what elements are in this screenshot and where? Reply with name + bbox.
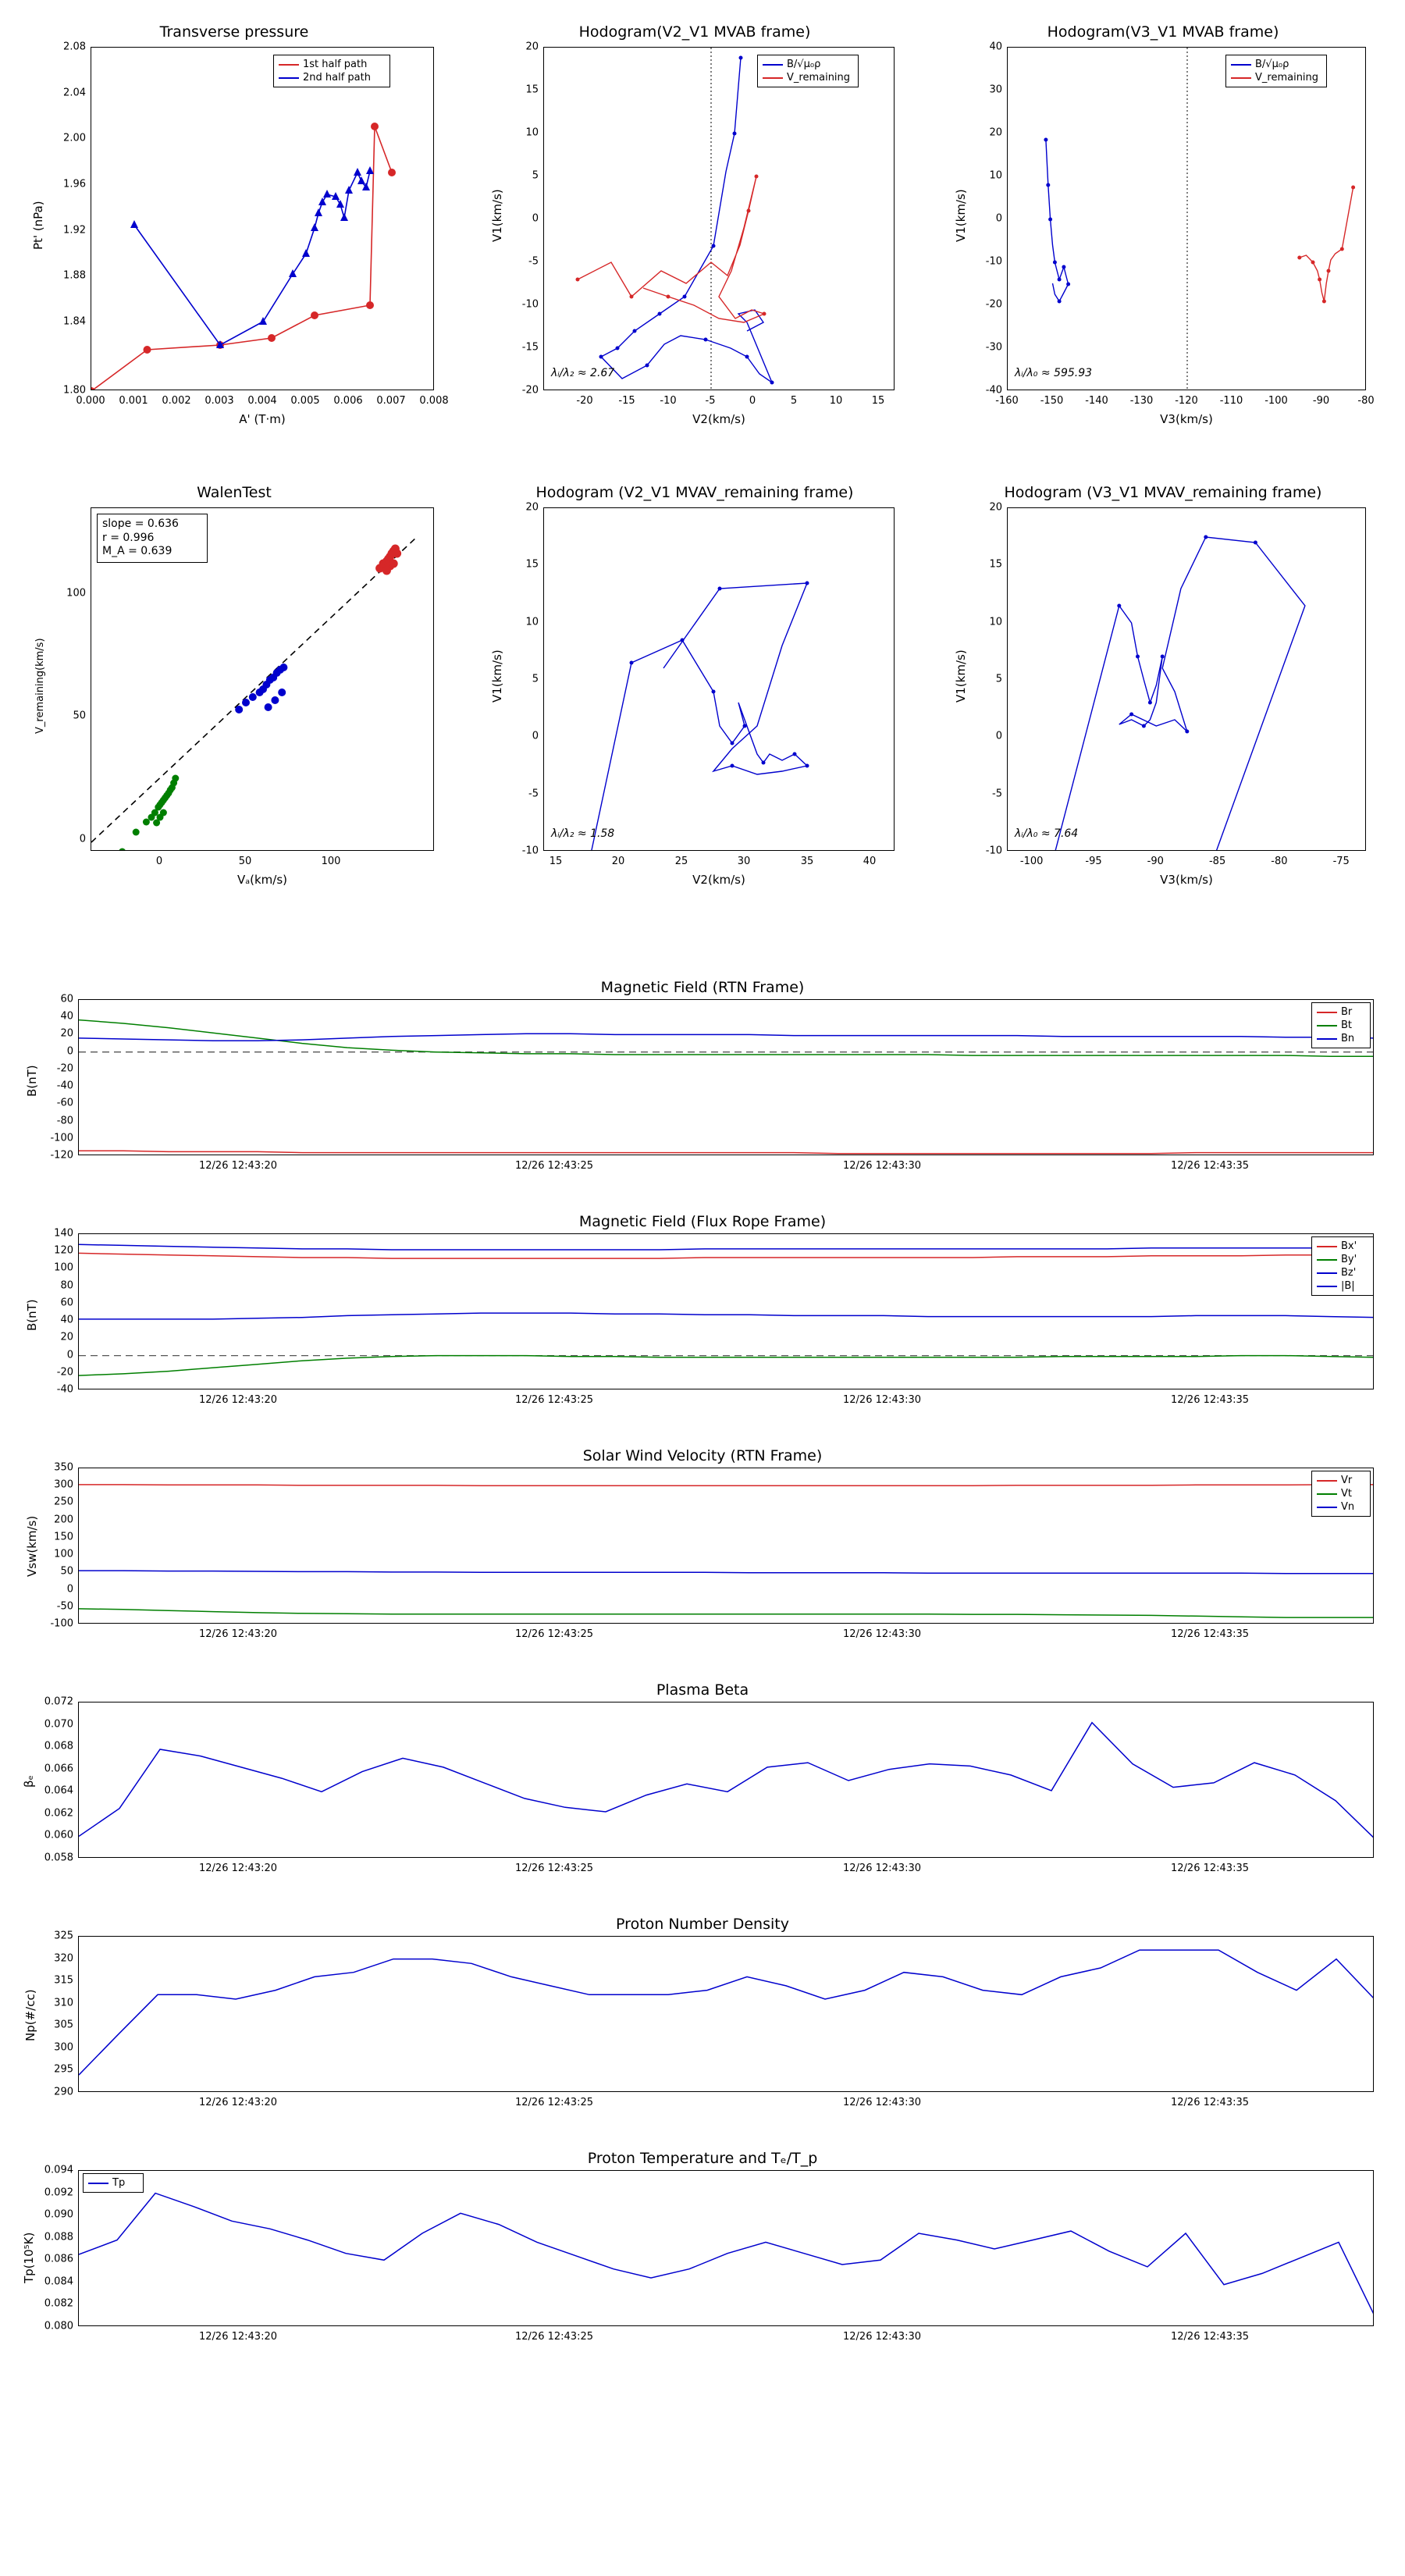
ytick: 100 bbox=[54, 1261, 73, 1274]
legend-swatch-line bbox=[1317, 1038, 1337, 1040]
ytick: -10 bbox=[985, 845, 1002, 857]
ytick: 0.064 bbox=[44, 1784, 73, 1797]
xtick: 12/26 12:43:35 bbox=[1171, 1160, 1249, 1172]
ytick: 10 bbox=[989, 616, 1002, 628]
legend bbox=[273, 55, 390, 87]
legend-item bbox=[763, 71, 853, 84]
plot-area-solar-wind-velocity bbox=[78, 1468, 1374, 1624]
xtick: 12/26 12:43:30 bbox=[843, 1394, 921, 1406]
ytick: -10 bbox=[521, 845, 539, 857]
ytick: -10 bbox=[521, 298, 539, 311]
legend-label: By' bbox=[1341, 1254, 1357, 1265]
plot-svg bbox=[79, 1000, 1374, 1155]
alfven-mach-value: M_A = 0.639 bbox=[102, 545, 173, 557]
legend-item bbox=[763, 58, 853, 71]
ytick: -5 bbox=[992, 788, 1002, 800]
ytick: 40 bbox=[989, 41, 1002, 53]
xtick: -5 bbox=[705, 395, 716, 407]
ytick: 300 bbox=[54, 2041, 73, 2054]
ytick: 350 bbox=[54, 1461, 73, 1474]
plot-area-hodogram-v2v1-mvab bbox=[543, 47, 895, 390]
xtick: 12/26 12:43:25 bbox=[515, 1863, 593, 1874]
plot-area-proton-temperature bbox=[78, 2170, 1374, 2326]
ytick: 5 bbox=[995, 673, 1002, 685]
xtick: 0.003 bbox=[205, 395, 234, 407]
panel-transverse-pressure bbox=[16, 16, 453, 437]
ytick: 200 bbox=[54, 1514, 73, 1526]
xtick: -110 bbox=[1219, 395, 1243, 407]
xtick: 12/26 12:43:25 bbox=[515, 2097, 593, 2108]
ytick: 0.060 bbox=[44, 1829, 73, 1841]
legend bbox=[1311, 1471, 1371, 1517]
ytick: 0.072 bbox=[44, 1695, 73, 1708]
panel-title: Plasma Beta bbox=[656, 1681, 749, 1699]
ytick: 0.090 bbox=[44, 2208, 73, 2221]
legend-swatch-line bbox=[279, 77, 299, 79]
y-axis-label: V1(km/s) bbox=[954, 649, 968, 703]
xtick: 15 bbox=[549, 856, 563, 867]
xtick: 0.002 bbox=[162, 395, 191, 407]
ytick: -20 bbox=[985, 298, 1002, 311]
xtick: 12/26 12:43:20 bbox=[199, 1863, 277, 1874]
ytick: 0.084 bbox=[44, 2275, 73, 2288]
ytick: 1.80 bbox=[63, 384, 86, 397]
ytick: 0 bbox=[66, 1583, 73, 1596]
legend bbox=[83, 2173, 144, 2193]
ytick: 60 bbox=[60, 993, 73, 1005]
plot-area-transverse-pressure bbox=[91, 47, 434, 390]
ytick: 0.094 bbox=[44, 2164, 73, 2176]
y-axis-label: V1(km/s) bbox=[490, 189, 504, 242]
ytick: 50 bbox=[60, 1565, 73, 1578]
ytick: 2.04 bbox=[63, 87, 86, 99]
xtick: -90 bbox=[1147, 856, 1164, 867]
panel-title: WalenTest bbox=[197, 484, 272, 501]
ytick: 325 bbox=[54, 1930, 73, 1942]
plot-area-proton-number-density bbox=[78, 1936, 1374, 2092]
plot-svg bbox=[79, 2171, 1374, 2326]
ytick: -40 bbox=[56, 1080, 73, 1092]
legend-item bbox=[1317, 1266, 1368, 1279]
legend-item bbox=[279, 58, 385, 71]
legend-label: |B| bbox=[1341, 1280, 1355, 1292]
x-axis-label: V2(km/s) bbox=[692, 873, 745, 887]
ytick: -60 bbox=[56, 1097, 73, 1109]
xtick: 12/26 12:43:20 bbox=[199, 2097, 277, 2108]
legend-label: Vn bbox=[1341, 1501, 1355, 1513]
legend-label: Vr bbox=[1341, 1475, 1353, 1486]
y-axis-label: V1(km/s) bbox=[954, 189, 968, 242]
xtick: 10 bbox=[829, 395, 843, 407]
ytick: 20 bbox=[60, 1027, 73, 1040]
slope-value: slope = 0.636 bbox=[102, 518, 179, 530]
legend-swatch-line bbox=[88, 2183, 108, 2184]
ytick: 2.00 bbox=[63, 132, 86, 144]
legend-item bbox=[279, 71, 385, 84]
panel-title: Hodogram (V3_V1 MVAV_remaining frame) bbox=[1004, 484, 1322, 501]
ytick: 140 bbox=[54, 1227, 73, 1240]
ytick: 310 bbox=[54, 1997, 73, 2009]
xtick: 12/26 12:43:25 bbox=[515, 2331, 593, 2343]
legend-item bbox=[1317, 1032, 1365, 1045]
y-axis-label: B(nT) bbox=[25, 1299, 39, 1331]
ytick: 15 bbox=[525, 84, 539, 96]
ytick: 315 bbox=[54, 1974, 73, 1987]
y-axis-label: V_remaining(km/s) bbox=[34, 638, 46, 734]
panel-title: Solar Wind Velocity (RTN Frame) bbox=[582, 1447, 823, 1464]
xtick: 40 bbox=[863, 856, 877, 867]
ytick: 0.066 bbox=[44, 1763, 73, 1775]
legend-label: Bt bbox=[1341, 1019, 1353, 1031]
ytick: -20 bbox=[56, 1062, 73, 1075]
ytick: 100 bbox=[54, 1548, 73, 1560]
panel-title: Hodogram (V2_V1 MVAV_remaining frame) bbox=[535, 484, 854, 501]
ytick: 20 bbox=[989, 126, 1002, 139]
ytick: 120 bbox=[54, 1244, 73, 1257]
ytick: 0.062 bbox=[44, 1807, 73, 1820]
plot-svg bbox=[1008, 48, 1366, 390]
x-axis-label: V3(km/s) bbox=[1160, 873, 1213, 887]
panel-magnetic-field-rtn bbox=[16, 976, 1389, 1194]
legend-item bbox=[1317, 1240, 1368, 1253]
ytick: 0.070 bbox=[44, 1718, 73, 1731]
legend-label: 1st half path bbox=[303, 59, 368, 70]
panel-hodogram-v2v1-mvav bbox=[476, 476, 913, 898]
ytick: 0.058 bbox=[44, 1852, 73, 1864]
xtick: 12/26 12:43:30 bbox=[843, 1628, 921, 1640]
xtick: -90 bbox=[1312, 395, 1330, 407]
legend-item bbox=[88, 2176, 138, 2190]
xtick: 0.005 bbox=[290, 395, 320, 407]
legend-label: Bx' bbox=[1341, 1240, 1357, 1252]
legend-label: Vt bbox=[1341, 1488, 1352, 1500]
ytick: 20 bbox=[525, 41, 539, 53]
panel-hodogram-v3v1-mvav bbox=[937, 476, 1389, 898]
ytick: -5 bbox=[528, 255, 539, 268]
legend-swatch-line bbox=[1231, 77, 1251, 79]
xtick: 12/26 12:43:30 bbox=[843, 2331, 921, 2343]
correlation-value: r = 0.996 bbox=[102, 531, 155, 544]
xtick: -20 bbox=[576, 395, 593, 407]
xtick: 0.004 bbox=[247, 395, 277, 407]
legend-swatch-line bbox=[763, 77, 783, 79]
panel-proton-temperature bbox=[16, 2147, 1389, 2365]
x-axis-label: V2(km/s) bbox=[692, 412, 745, 426]
panel-solar-wind-velocity bbox=[16, 1444, 1389, 1663]
legend-swatch-line bbox=[1317, 1246, 1337, 1247]
plot-svg bbox=[79, 1468, 1374, 1624]
ytick: 20 bbox=[989, 501, 1002, 514]
legend bbox=[757, 55, 859, 87]
panel-proton-number-density bbox=[16, 1912, 1389, 2131]
xtick: -160 bbox=[995, 395, 1019, 407]
legend-swatch-line bbox=[279, 64, 299, 66]
legend-item bbox=[1317, 1500, 1365, 1514]
xtick: 12/26 12:43:35 bbox=[1171, 1628, 1249, 1640]
legend-swatch-line bbox=[1317, 1012, 1337, 1013]
ytick: 1.92 bbox=[63, 224, 86, 237]
legend-item bbox=[1317, 1474, 1365, 1487]
xtick: -80 bbox=[1357, 395, 1375, 407]
ytick: 0 bbox=[532, 730, 539, 742]
xtick: 12/26 12:43:20 bbox=[199, 2331, 277, 2343]
panel-hodogram-v3v1-mvab bbox=[937, 16, 1389, 437]
xtick: 12/26 12:43:35 bbox=[1171, 2097, 1249, 2108]
y-axis-label: βₑ bbox=[22, 1775, 36, 1788]
plot-svg bbox=[91, 48, 434, 390]
xtick: -130 bbox=[1129, 395, 1154, 407]
xtick: 12/26 12:43:30 bbox=[843, 2097, 921, 2108]
xtick: 12/26 12:43:35 bbox=[1171, 2331, 1249, 2343]
ytick: 300 bbox=[54, 1478, 73, 1491]
ytick: 10 bbox=[525, 126, 539, 139]
ytick: 20 bbox=[60, 1331, 73, 1343]
xtick: 35 bbox=[800, 856, 814, 867]
xtick: 100 bbox=[321, 856, 341, 867]
ytick: 0 bbox=[995, 730, 1002, 742]
ytick: 0 bbox=[66, 1045, 73, 1058]
panel-walen-test bbox=[16, 476, 453, 898]
xtick: 0.008 bbox=[419, 395, 449, 407]
xtick: -120 bbox=[1175, 395, 1198, 407]
y-axis-label: Pt' (nPa) bbox=[31, 201, 45, 250]
ytick: 150 bbox=[54, 1531, 73, 1543]
plot-svg bbox=[79, 1937, 1374, 2092]
ytick: 15 bbox=[525, 558, 539, 571]
x-axis-label: Vₐ(km/s) bbox=[237, 873, 287, 887]
y-axis-label: B(nT) bbox=[25, 1065, 39, 1097]
ytick: 1.88 bbox=[63, 269, 86, 282]
ytick: 30 bbox=[989, 84, 1002, 96]
ytick: 0.088 bbox=[44, 2231, 73, 2243]
eigenvalue-ratio-annotation: λᵢ/λ₂ ≈ 2.67 bbox=[551, 367, 615, 379]
legend-label: Tp bbox=[112, 2177, 126, 2189]
panel-title: Proton Number Density bbox=[616, 1916, 789, 1933]
y-axis-label: Tp(10⁵K) bbox=[22, 2232, 36, 2283]
legend-label: Bn bbox=[1341, 1033, 1355, 1044]
legend-swatch-line bbox=[1317, 1025, 1337, 1026]
legend-label: B/√μ₀ρ bbox=[1255, 59, 1289, 70]
xtick: 50 bbox=[238, 856, 252, 867]
xtick: 0.001 bbox=[119, 395, 148, 407]
xtick: 0.006 bbox=[333, 395, 363, 407]
legend-swatch-line bbox=[1317, 1272, 1337, 1274]
ytick: -120 bbox=[50, 1149, 73, 1162]
panel-title: Magnetic Field (Flux Rope Frame) bbox=[578, 1213, 827, 1230]
panel-title: Proton Temperature and Tₑ/T_p bbox=[587, 2150, 818, 2167]
legend-swatch-line bbox=[1317, 1259, 1337, 1261]
xtick: 25 bbox=[674, 856, 688, 867]
xtick: -100 bbox=[1264, 395, 1288, 407]
y-axis-label: Vsw(km/s) bbox=[25, 1515, 39, 1577]
ytick: 100 bbox=[66, 587, 86, 600]
ytick: -40 bbox=[56, 1383, 73, 1396]
ytick: -15 bbox=[521, 341, 539, 354]
plot-area-hodogram-v3v1-mvab bbox=[1007, 47, 1366, 390]
x-axis-label: A' (T·m) bbox=[239, 412, 286, 426]
x-axis-label: V3(km/s) bbox=[1160, 412, 1213, 426]
legend bbox=[1225, 55, 1327, 87]
panel-title: Hodogram(V3_V1 MVAB frame) bbox=[1047, 23, 1279, 41]
ytick: 0.082 bbox=[44, 2297, 73, 2310]
ytick: 1.96 bbox=[63, 178, 86, 190]
ytick: -100 bbox=[50, 1617, 73, 1630]
xtick: 12/26 12:43:25 bbox=[515, 1628, 593, 1640]
ytick: 0.086 bbox=[44, 2253, 73, 2265]
plot-svg bbox=[544, 48, 895, 390]
ytick: 5 bbox=[532, 169, 539, 182]
y-axis-label: Np(#/cc) bbox=[23, 1989, 37, 2041]
ytick: 0 bbox=[79, 833, 86, 845]
plot-area-magnetic-field-rtn bbox=[78, 999, 1374, 1155]
legend-label: 2nd half path bbox=[303, 72, 371, 84]
legend bbox=[1311, 1236, 1374, 1296]
legend-swatch-line bbox=[1317, 1493, 1337, 1495]
ytick: 290 bbox=[54, 2086, 73, 2098]
xtick: 20 bbox=[611, 856, 625, 867]
xtick: 12/26 12:43:20 bbox=[199, 1628, 277, 1640]
xtick: -75 bbox=[1332, 856, 1350, 867]
xtick: -10 bbox=[660, 395, 677, 407]
legend-item bbox=[1317, 1005, 1365, 1019]
plot-svg bbox=[79, 1703, 1374, 1858]
panel-hodogram-v2v1-mvab bbox=[476, 16, 913, 437]
xtick: 12/26 12:43:30 bbox=[843, 1160, 921, 1172]
ytick: 320 bbox=[54, 1952, 73, 1965]
ytick: 1.84 bbox=[63, 315, 86, 328]
legend-label: Bz' bbox=[1341, 1267, 1357, 1279]
panel-plasma-beta bbox=[16, 1678, 1389, 1897]
xtick: 12/26 12:43:20 bbox=[199, 1160, 277, 1172]
legend-swatch-line bbox=[1317, 1507, 1337, 1508]
xtick: 0.000 bbox=[76, 395, 105, 407]
plot-area-hodogram-v3v1-mvav bbox=[1007, 507, 1366, 851]
legend-swatch-line bbox=[1317, 1480, 1337, 1482]
ytick: -100 bbox=[50, 1132, 73, 1144]
xtick: -140 bbox=[1085, 395, 1108, 407]
ytick: -80 bbox=[56, 1115, 73, 1127]
ytick: -40 bbox=[985, 384, 1002, 397]
ytick: 50 bbox=[73, 710, 86, 722]
panel-title: Transverse pressure bbox=[159, 23, 309, 41]
plot-svg bbox=[544, 508, 895, 851]
ytick: 5 bbox=[532, 673, 539, 685]
plot-svg bbox=[1008, 508, 1366, 851]
legend-item bbox=[1231, 58, 1321, 71]
ytick: -20 bbox=[521, 384, 539, 397]
legend-item bbox=[1317, 1253, 1368, 1266]
ytick: 0 bbox=[995, 212, 1002, 225]
xtick: 12/26 12:43:35 bbox=[1171, 1863, 1249, 1874]
ytick: 305 bbox=[54, 2019, 73, 2031]
ytick: 295 bbox=[54, 2063, 73, 2076]
walen-stats-box bbox=[97, 514, 208, 563]
legend-label: V_remaining bbox=[1255, 72, 1319, 84]
ytick: 60 bbox=[60, 1297, 73, 1309]
ytick: 10 bbox=[525, 616, 539, 628]
plot-area-plasma-beta bbox=[78, 1702, 1374, 1858]
legend-label: V_remaining bbox=[787, 72, 851, 84]
ytick: -10 bbox=[985, 255, 1002, 268]
ytick: -5 bbox=[528, 788, 539, 800]
legend-item bbox=[1317, 1487, 1365, 1500]
xtick: -95 bbox=[1085, 856, 1102, 867]
plot-area-magnetic-field-fluxrope bbox=[78, 1233, 1374, 1389]
ytick: 0 bbox=[532, 212, 539, 225]
legend-swatch-line bbox=[1231, 64, 1251, 66]
plot-area-hodogram-v2v1-mvav bbox=[543, 507, 895, 851]
xtick: 5 bbox=[790, 395, 798, 407]
xtick: -100 bbox=[1019, 856, 1044, 867]
ytick: 10 bbox=[989, 169, 1002, 182]
legend-item bbox=[1231, 71, 1321, 84]
eigenvalue-ratio-annotation: λᵢ/λ₀ ≈ 595.93 bbox=[1015, 367, 1093, 379]
ytick: 40 bbox=[60, 1010, 73, 1023]
xtick: 12/26 12:43:20 bbox=[199, 1394, 277, 1406]
ytick: -20 bbox=[56, 1366, 73, 1379]
legend-item bbox=[1317, 1019, 1365, 1032]
ytick: 0.080 bbox=[44, 2320, 73, 2332]
panel-title: Hodogram(V2_V1 MVAB frame) bbox=[578, 23, 811, 41]
panel-magnetic-field-fluxrope bbox=[16, 1210, 1389, 1429]
xtick: 12/26 12:43:25 bbox=[515, 1160, 593, 1172]
plot-svg bbox=[79, 1234, 1374, 1389]
xtick: 12/26 12:43:35 bbox=[1171, 1394, 1249, 1406]
xtick: 12/26 12:43:25 bbox=[515, 1394, 593, 1406]
xtick: -150 bbox=[1040, 395, 1064, 407]
xtick: -15 bbox=[618, 395, 635, 407]
panel-title: Magnetic Field (RTN Frame) bbox=[600, 979, 805, 996]
ytick: 15 bbox=[989, 558, 1002, 571]
xtick: 15 bbox=[871, 395, 885, 407]
ytick: -50 bbox=[56, 1600, 73, 1613]
y-axis-label: V1(km/s) bbox=[490, 649, 504, 703]
ytick: 80 bbox=[60, 1279, 73, 1292]
legend-label: Br bbox=[1341, 1006, 1353, 1018]
xtick: 0 bbox=[155, 856, 163, 867]
legend-swatch-line bbox=[763, 64, 783, 66]
ytick: 0 bbox=[66, 1349, 73, 1361]
legend-item bbox=[1317, 1279, 1368, 1293]
ytick: 20 bbox=[525, 501, 539, 514]
xtick: 30 bbox=[737, 856, 751, 867]
xtick: 12/26 12:43:30 bbox=[843, 1863, 921, 1874]
legend-swatch-line bbox=[1317, 1286, 1337, 1287]
xtick: 0.007 bbox=[376, 395, 406, 407]
xtick: -80 bbox=[1271, 856, 1288, 867]
ytick: 40 bbox=[60, 1314, 73, 1326]
xtick: -85 bbox=[1208, 856, 1226, 867]
ytick: 250 bbox=[54, 1496, 73, 1508]
eigenvalue-ratio-annotation: λᵢ/λ₂ ≈ 1.58 bbox=[551, 827, 615, 840]
legend-label: B/√μ₀ρ bbox=[787, 59, 821, 70]
ytick: 0.068 bbox=[44, 1740, 73, 1752]
legend bbox=[1311, 1002, 1371, 1048]
xtick: 0 bbox=[749, 395, 756, 407]
ytick: 2.08 bbox=[63, 41, 86, 53]
ytick: -30 bbox=[985, 341, 1002, 354]
eigenvalue-ratio-annotation: λᵢ/λ₀ ≈ 7.64 bbox=[1015, 827, 1079, 840]
ytick: 0.092 bbox=[44, 2186, 73, 2199]
